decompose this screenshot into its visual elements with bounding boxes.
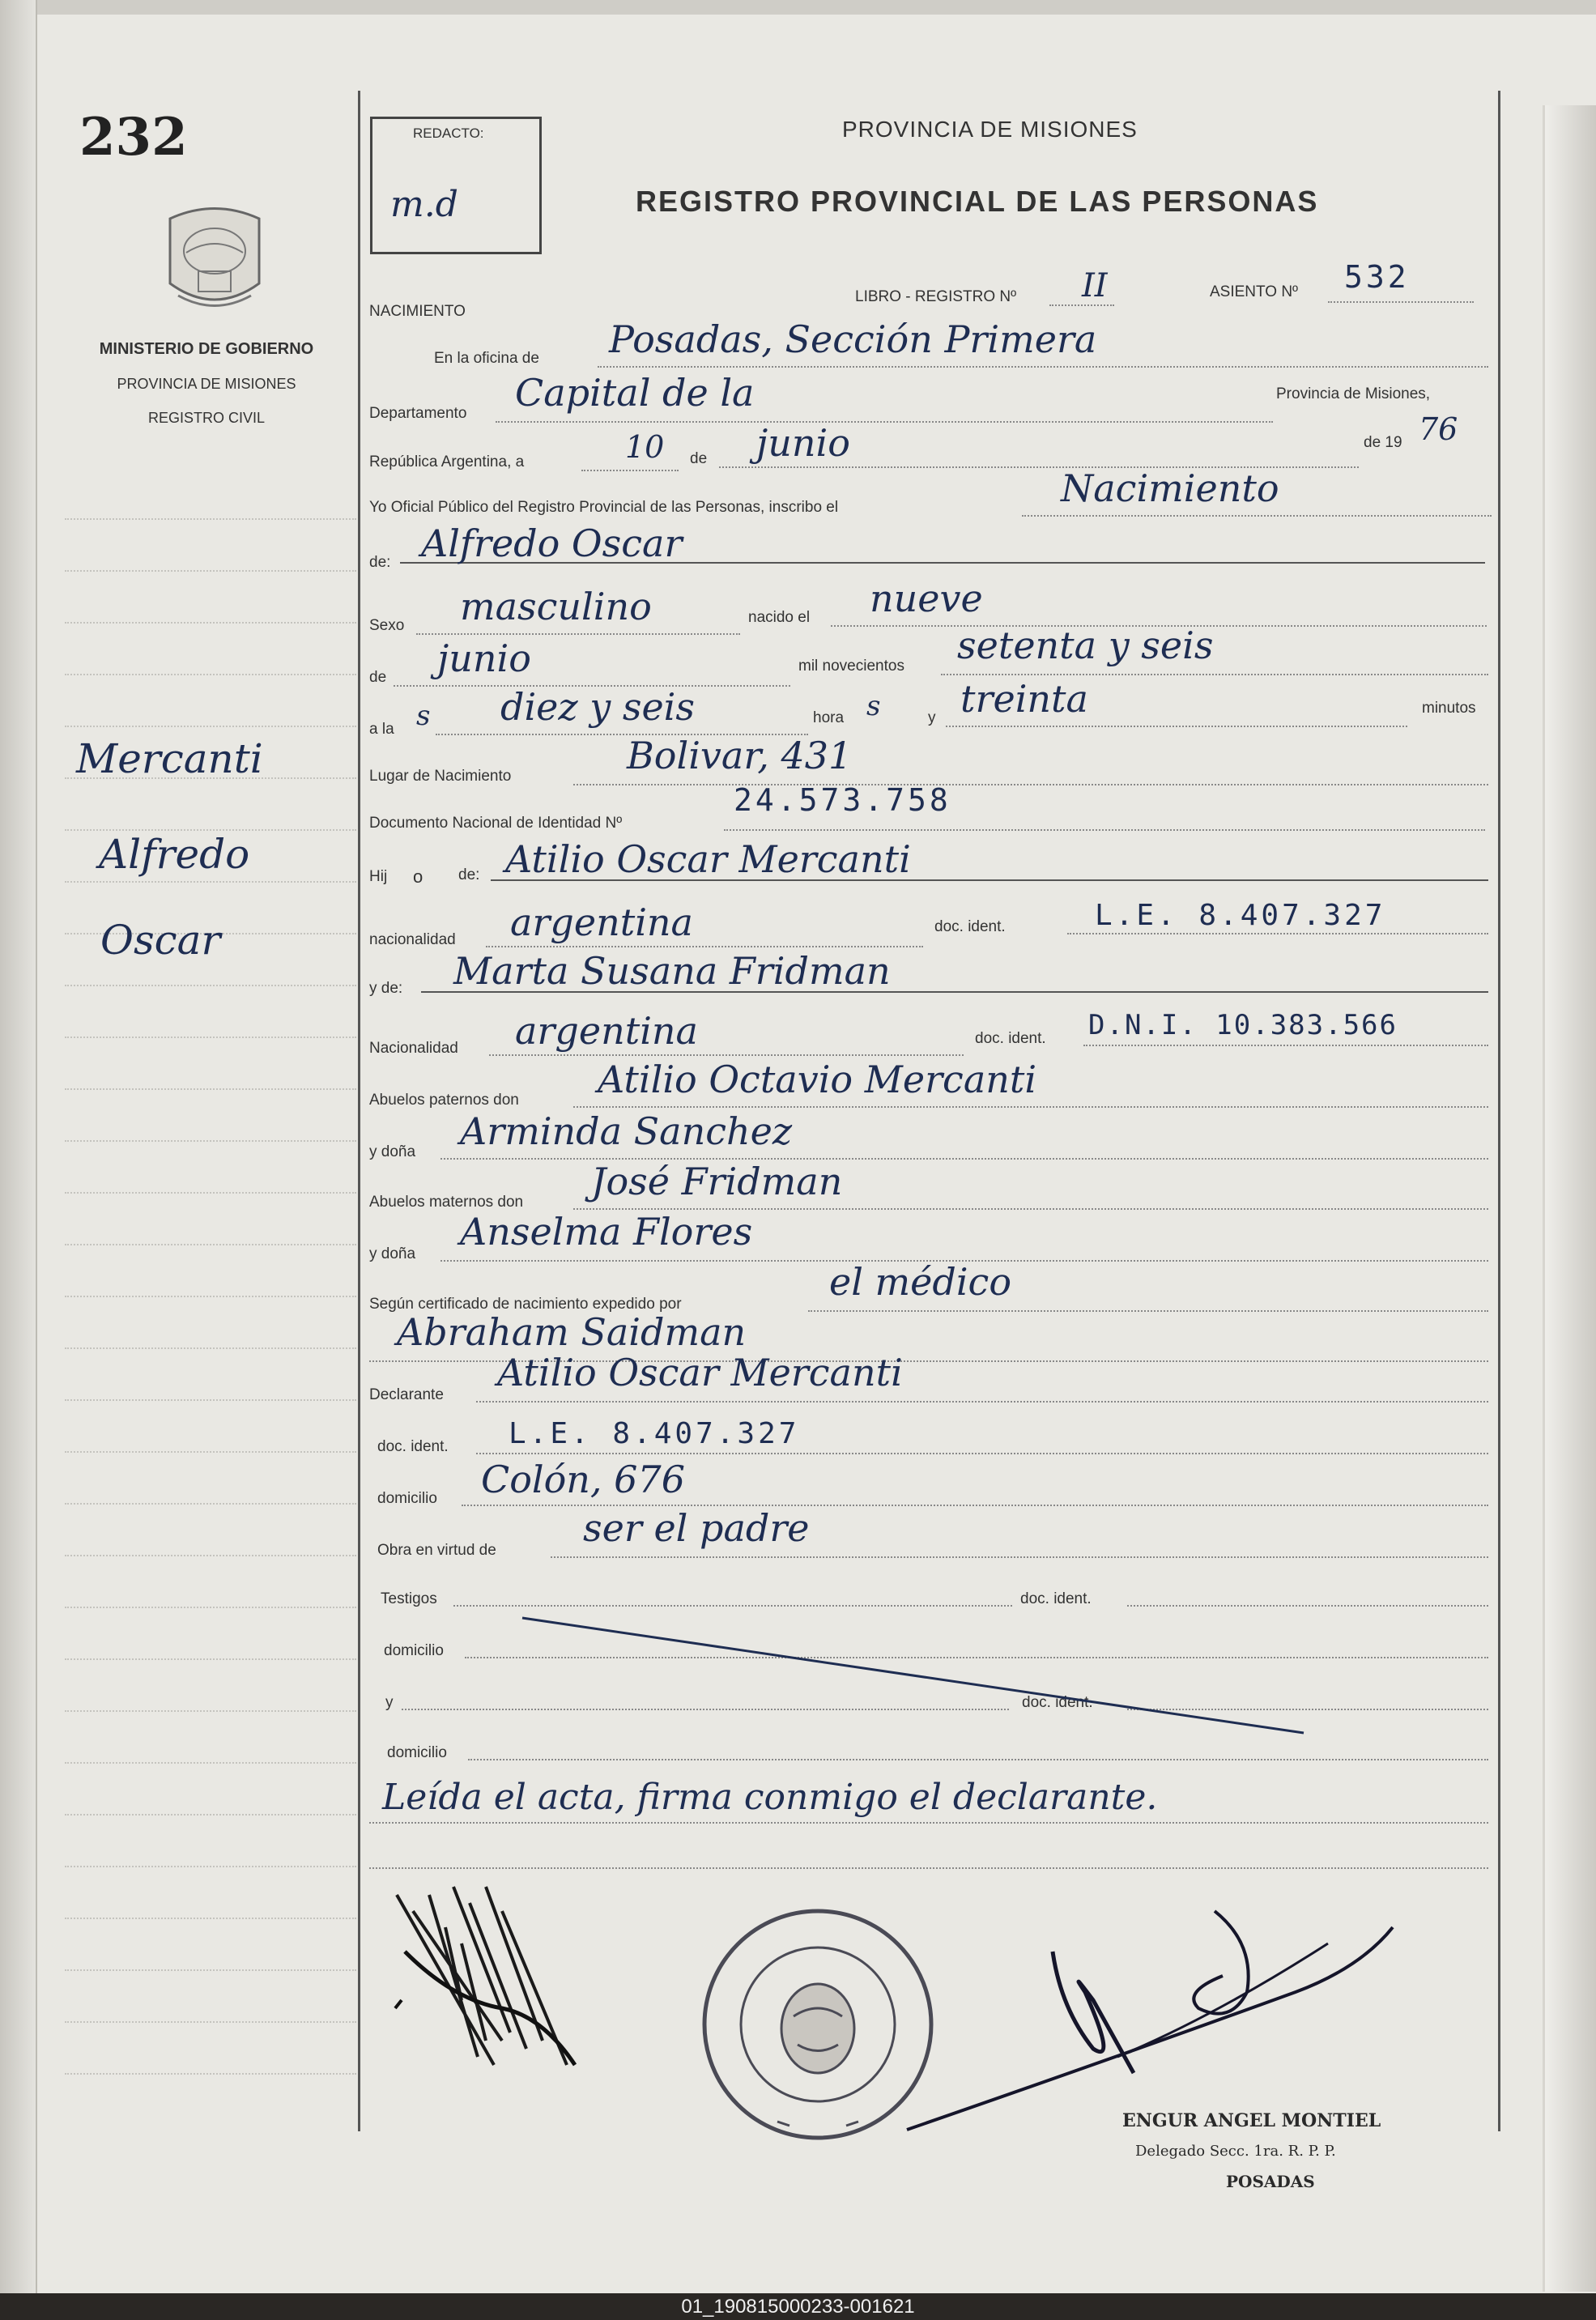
left-column-rule	[358, 91, 360, 2131]
doc-decl-label: doc. ident.	[377, 1438, 449, 1455]
cert-label: Según certificado de nacimiento expedido por	[369, 1296, 682, 1313]
nac-madre-line	[489, 1054, 964, 1056]
domicilio-value: Colón, 676	[481, 1458, 685, 1501]
margin-dotted-line	[65, 1969, 356, 1971]
ab-pat-line	[573, 1106, 1488, 1108]
asiento-line	[1328, 301, 1474, 303]
declarant-signature-icon	[381, 1879, 624, 2081]
margin-dotted-line	[65, 726, 356, 727]
ab-mat-label: Abuelos maternos don	[369, 1194, 524, 1211]
dia-line	[581, 470, 679, 471]
witness-cancel-stroke	[518, 1611, 1312, 1741]
hora-value: diez y seis	[500, 685, 695, 729]
officer-city: POSADAS	[1226, 2172, 1315, 2191]
margin-dotted-line	[65, 518, 356, 520]
oficina-label: En la oficina de	[434, 350, 539, 367]
asiento-value: 532	[1344, 259, 1410, 295]
nombre-value: Alfredo Oscar	[421, 521, 683, 565]
officer-role: Delegado Secc. 1ra. R. P. P.	[1135, 2143, 1336, 2160]
y-label: y	[928, 709, 936, 726]
milnov-value: setenta y seis	[957, 624, 1214, 667]
margin-dotted-line	[65, 674, 356, 675]
margin-dotted-line	[65, 1762, 356, 1764]
registry-title: REGISTRO PROVINCIAL DE LAS PERSONAS	[636, 185, 1319, 218]
ministry-label: MINISTERIO DE GOBIERNO	[99, 340, 314, 358]
margin-dotted-line	[65, 1607, 356, 1608]
margin-dotted-line	[65, 1296, 356, 1297]
doc-test2-label: doc. ident.	[1022, 1694, 1093, 1711]
margin-dotted-line	[65, 622, 356, 624]
margin-dotted-line	[65, 1658, 356, 1660]
alas-label: a la	[369, 721, 394, 738]
hora-label: hora	[813, 709, 845, 726]
redacto-label: REDACTO:	[413, 126, 484, 141]
doc-decl-value: L.E. 8.407.327	[509, 1417, 800, 1450]
closing-statement: Leída el acta, firma conmigo el declarante.	[382, 1777, 1158, 1818]
oficial-label: Yo Oficial Público del Registro Provincial de las Personas, inscribo el	[369, 499, 839, 516]
doc-padre-label: doc. ident.	[934, 918, 1006, 935]
ab-pat-don-value: Atilio Octavio Mercanti	[598, 1058, 1037, 1101]
departamento-value: Capital de la	[515, 371, 755, 415]
ab-pat-dona-value: Arminda Sanchez	[460, 1109, 793, 1153]
oficial-value: Nacimiento	[1061, 466, 1279, 510]
milnov-label: mil novecientos	[798, 658, 904, 675]
page-number: 232	[79, 107, 188, 168]
padre-value: Atilio Oscar Mercanti	[505, 837, 911, 881]
testigos-label: Testigos	[381, 1590, 437, 1607]
libro-value: II	[1082, 267, 1108, 304]
dom-test2-line	[468, 1759, 1488, 1760]
margin-dotted-line	[65, 570, 356, 572]
closing-line-2	[369, 1867, 1488, 1869]
hora-suffix: s	[866, 690, 881, 722]
alas-suffix: s	[416, 700, 431, 732]
right-column-rule	[1498, 91, 1500, 2131]
obra-line	[551, 1556, 1488, 1558]
minutos-line	[946, 726, 1407, 727]
doc-madre-label: doc. ident.	[975, 1030, 1046, 1047]
province-label: PROVINCIA DE MISIONES	[117, 376, 296, 392]
lugar-value: Bolivar, 431	[627, 734, 853, 777]
doc-test1-label: doc. ident.	[1020, 1590, 1092, 1607]
nac-padre-label: nacionalidad	[369, 931, 456, 948]
dni-value: 24.573.758	[734, 782, 951, 818]
libro-label: LIBRO - REGISTRO Nº	[855, 288, 1017, 305]
margin-dotted-line	[65, 1347, 356, 1349]
margin-dotted-line	[65, 2021, 356, 2023]
officer-name: ENGUR ANGEL MONTIEL	[1122, 2110, 1381, 2131]
margin-first-name: Alfredo	[99, 831, 250, 878]
margin-dotted-line	[65, 1037, 356, 1038]
margin-dotted-line	[65, 1503, 356, 1505]
declarante-label: Declarante	[369, 1386, 444, 1403]
margin-dotted-line	[65, 1866, 356, 1867]
doc-padre-value: L.E. 8.407.327	[1095, 899, 1386, 932]
de-nombre-label: de:	[369, 554, 391, 571]
doc-madre-value: D.N.I. 10.383.566	[1088, 1009, 1398, 1041]
lugar-line	[573, 784, 1488, 785]
departamento-line	[496, 421, 1273, 423]
departamento-label: Departamento	[369, 405, 467, 422]
oficina-value: Posadas, Sección Primera	[609, 317, 1097, 361]
doc-padre-line	[1067, 933, 1488, 934]
margin-dotted-line	[65, 1555, 356, 1556]
obra-value: ser el padre	[583, 1506, 810, 1550]
cert-value-1: el médico	[829, 1260, 1012, 1304]
mes2-value: junio	[437, 636, 531, 680]
margin-surname: Mercanti	[76, 735, 263, 782]
ab-pat-label: Abuelos paternos don	[369, 1092, 519, 1109]
ab-mat-don-value: José Fridman	[591, 1160, 843, 1203]
redacto-box	[370, 117, 542, 254]
nac-padre-value: argentina	[510, 900, 693, 944]
doc-madre-line	[1083, 1045, 1488, 1046]
margin-dotted-line	[65, 881, 356, 883]
doc-test1-line	[1127, 1605, 1488, 1607]
libro-line	[1049, 304, 1114, 306]
republica-label: República Argentina, a	[369, 453, 525, 470]
cert-value-2: Abraham Saidman	[397, 1310, 747, 1354]
margin-dotted-line	[65, 1710, 356, 1712]
sexo-label: Sexo	[369, 617, 405, 634]
dia-value: 10	[625, 429, 665, 465]
y-test-label: y	[385, 1694, 394, 1711]
sexo-value: masculino	[460, 585, 652, 628]
page-stack-edge	[1543, 105, 1596, 2292]
margin-dotted-line	[65, 1088, 356, 1090]
coat-of-arms-seal-icon	[154, 194, 275, 324]
minutos-label: minutos	[1422, 700, 1476, 717]
anio-value: 76	[1419, 411, 1458, 447]
image-code-footer: 01_190815000233-001621	[0, 2293, 1596, 2320]
lugar-label: Lugar de Nacimiento	[369, 768, 512, 785]
mes-value: junio	[756, 421, 850, 465]
dni-line	[724, 829, 1485, 831]
y-de-label: y de:	[369, 980, 403, 997]
redacto-initials: m.d	[390, 184, 458, 225]
nac-padre-line	[486, 946, 923, 947]
hijo-suffix: o	[413, 866, 423, 887]
nacido-label: nacido el	[748, 609, 811, 626]
margin-dotted-line	[65, 1918, 356, 1919]
de2-label: de	[369, 669, 387, 686]
province-title: PROVINCIA DE MISIONES	[842, 117, 1138, 142]
minutos-value: treinta	[960, 677, 1088, 721]
doc-decl-line	[476, 1453, 1488, 1454]
nac-madre-label: Nacionalidad	[369, 1040, 458, 1057]
domicilio-label: domicilio	[377, 1490, 437, 1507]
obra-label: Obra en virtud de	[377, 1542, 496, 1559]
margin-dotted-line	[65, 1814, 356, 1816]
anio-label: de 19	[1364, 434, 1402, 451]
top-edge-shadow	[0, 0, 1596, 15]
registry-label: REGISTRO CIVIL	[147, 410, 266, 426]
oficial-line	[1022, 515, 1492, 517]
dom-test1-label: domicilio	[384, 1642, 444, 1659]
margin-dotted-line	[65, 1399, 356, 1401]
declarante-line	[476, 1401, 1488, 1403]
ydona1-label: y doña	[369, 1143, 416, 1160]
officer-signature-icon	[875, 1895, 1441, 2138]
testigos-line	[453, 1605, 1012, 1607]
hijo-label: Hij	[369, 868, 388, 885]
ab-mat-dona-value: Anselma Flores	[460, 1210, 753, 1254]
provincia-label: Provincia de Misiones,	[1276, 385, 1431, 402]
margin-dotted-line	[65, 985, 356, 986]
madre-value: Marta Susana Fridman	[453, 949, 891, 993]
sexo-line	[416, 633, 740, 635]
asiento-label: ASIENTO Nº	[1210, 283, 1298, 300]
margin-dotted-line	[65, 2073, 356, 2075]
margin-middle-name: Oscar	[100, 917, 221, 964]
book-binding	[0, 0, 37, 2293]
margin-dotted-line	[65, 1192, 356, 1194]
nacido-value: nueve	[870, 577, 983, 620]
record-type-label: NACIMIENTO	[369, 303, 466, 320]
hijo-de-label: de:	[458, 866, 480, 883]
de-label: de	[690, 450, 708, 467]
nac-madre-value: argentina	[515, 1009, 698, 1053]
oficina-line	[598, 366, 1488, 368]
margin-dotted-line	[65, 1451, 356, 1453]
cert-line	[808, 1310, 1488, 1312]
dom-test2-label: domicilio	[387, 1744, 447, 1761]
margin-dotted-line	[65, 1140, 356, 1142]
declarante-value: Atilio Oscar Mercanti	[497, 1351, 903, 1394]
milnov-line	[941, 674, 1488, 675]
dni-label: Documento Nacional de Identidad Nº	[369, 815, 623, 832]
closing-line-1	[369, 1822, 1488, 1824]
ydona2-label: y doña	[369, 1245, 416, 1262]
margin-dotted-line	[65, 1244, 356, 1245]
